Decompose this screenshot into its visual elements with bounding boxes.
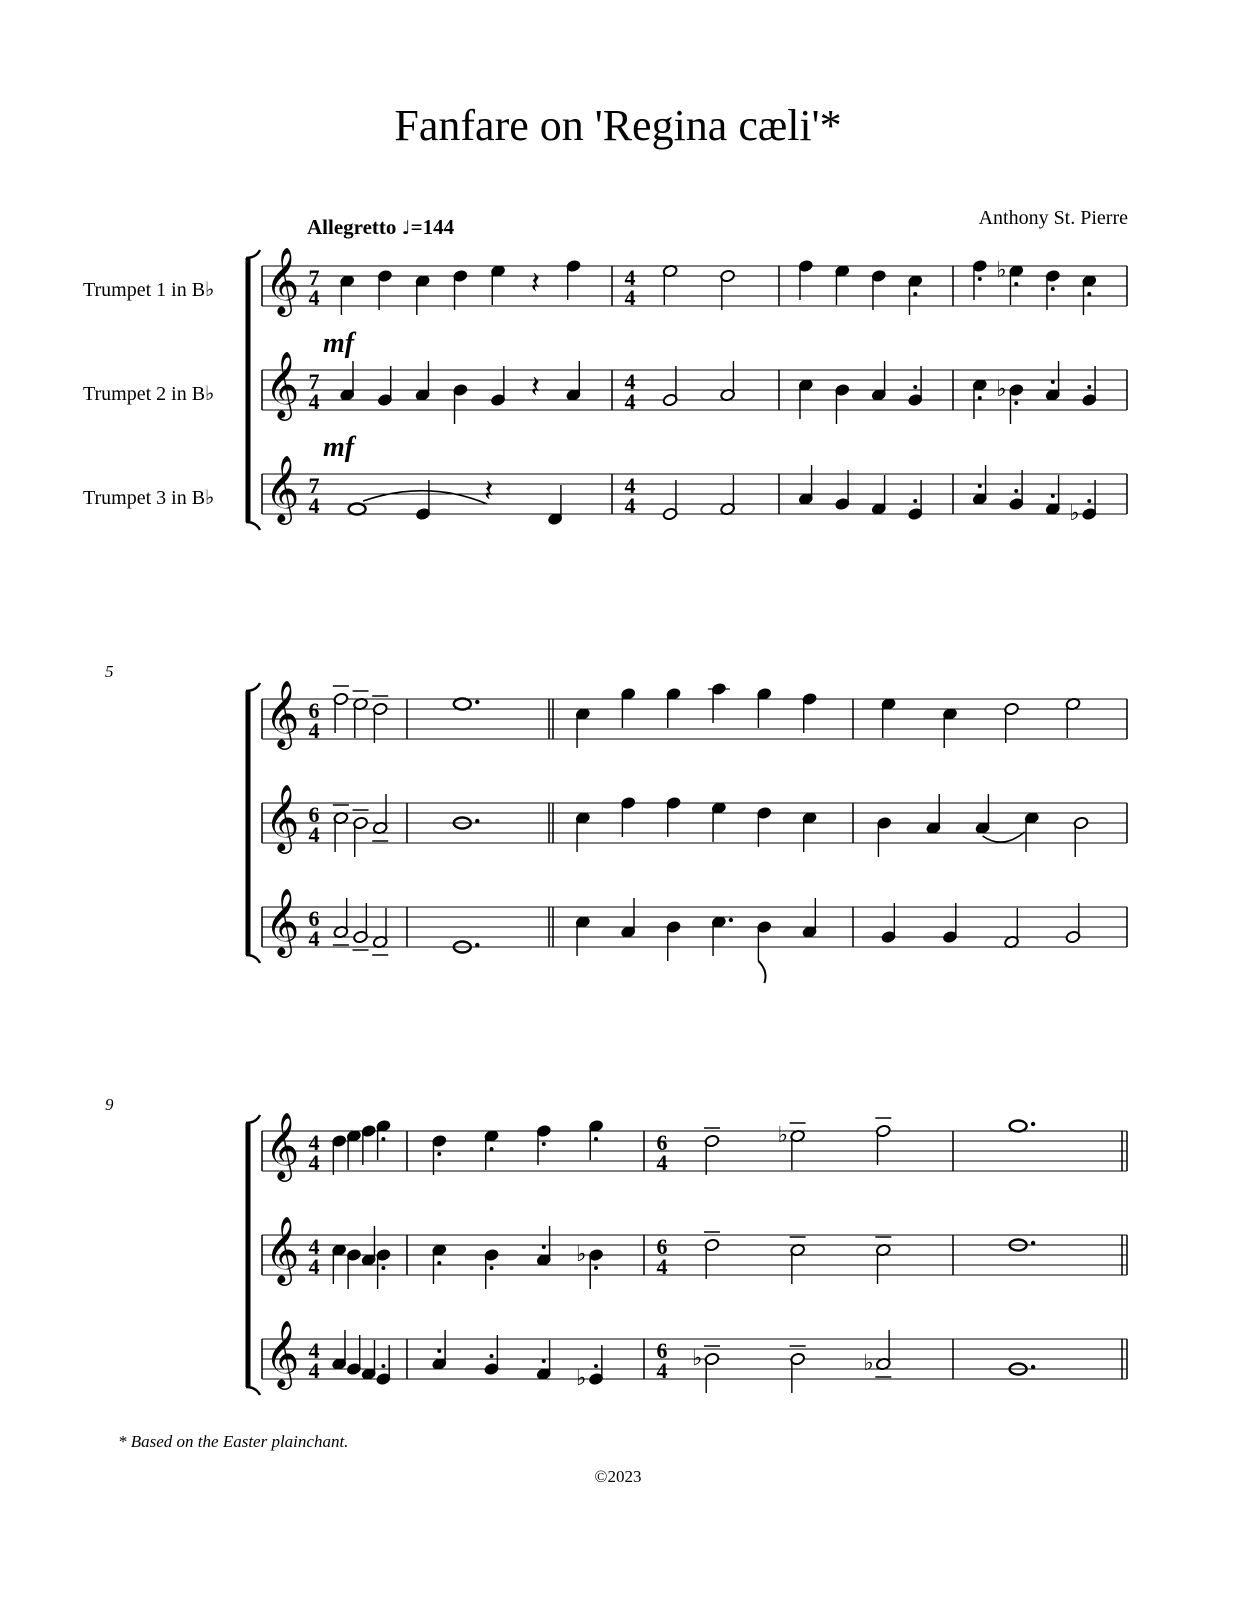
time-signature xyxy=(309,265,320,310)
note xyxy=(484,1129,499,1170)
note xyxy=(662,366,677,407)
note xyxy=(871,475,886,516)
time-signature xyxy=(309,1130,320,1175)
note xyxy=(575,915,590,956)
time-signature-numerator: 6 xyxy=(656,1338,668,1363)
time-signature-numerator: 6 xyxy=(656,1234,668,1259)
time-signature xyxy=(657,1234,668,1279)
footnote: * Based on the Easter plainchant. xyxy=(118,1432,349,1451)
staccato-mark xyxy=(594,1137,598,1141)
time-signature-denominator: 4 xyxy=(656,1358,668,1383)
note xyxy=(863,1330,891,1377)
bracket-hook xyxy=(246,683,260,691)
note xyxy=(620,687,635,728)
notehead-whole xyxy=(1010,1121,1027,1132)
staccato-mark xyxy=(490,1147,494,1151)
composer-name: Anthony St. Pierre xyxy=(978,207,1128,229)
note xyxy=(453,383,468,424)
note xyxy=(339,361,354,402)
quarter-rest: 𝄽 xyxy=(530,371,540,404)
note xyxy=(1045,361,1060,402)
augmentation-dot xyxy=(1031,1122,1035,1126)
note xyxy=(1073,816,1088,857)
note xyxy=(798,378,813,419)
note xyxy=(942,903,957,944)
time-signature-denominator: 4 xyxy=(308,1254,320,1279)
note xyxy=(372,908,388,955)
flat-accidental: ♭ xyxy=(996,257,1007,282)
treble-clef: 𝄞 xyxy=(265,1217,300,1282)
note xyxy=(361,1340,376,1381)
note xyxy=(415,480,430,521)
flat-accidental: ♭ xyxy=(863,1350,874,1375)
note xyxy=(566,259,581,300)
bracket-hook xyxy=(246,1115,260,1123)
time-signature-denominator: 4 xyxy=(308,926,320,951)
note xyxy=(432,1243,447,1284)
note xyxy=(662,480,677,521)
staccato-mark xyxy=(542,1142,546,1146)
time-signature xyxy=(309,369,320,414)
staccato-mark xyxy=(437,1152,441,1156)
staccato-mark xyxy=(381,1364,385,1368)
staccato-mark xyxy=(913,385,917,389)
note xyxy=(620,796,635,837)
time-signature xyxy=(625,369,636,414)
time-signature xyxy=(625,473,636,518)
note xyxy=(547,485,562,526)
time-signature xyxy=(625,265,636,310)
note xyxy=(711,915,733,956)
note xyxy=(875,1237,891,1284)
flat-accidental: ♭ xyxy=(576,1241,587,1266)
time-signature-denominator: 4 xyxy=(624,493,636,518)
staccato-mark xyxy=(913,499,917,503)
treble-clef: 𝄞 xyxy=(265,352,300,417)
staccato-mark xyxy=(1087,385,1091,389)
time-signature xyxy=(657,1130,668,1175)
note xyxy=(778,1122,806,1170)
note xyxy=(1045,269,1060,310)
treble-clef: 𝄞 xyxy=(265,785,300,850)
tie xyxy=(363,491,487,504)
quarter-rest: 𝄽 xyxy=(530,267,540,300)
time-signature xyxy=(309,473,320,518)
note xyxy=(908,274,923,315)
note xyxy=(484,1335,499,1376)
time-signature-denominator: 4 xyxy=(656,1254,668,1279)
note xyxy=(1004,908,1019,949)
time-signature-denominator: 4 xyxy=(308,493,320,518)
staccato-mark xyxy=(1087,292,1091,296)
instrument-label-trumpet-3: Trumpet 3 in B♭ xyxy=(83,487,215,509)
augmentation-dot xyxy=(475,943,479,947)
time-signature-denominator: 4 xyxy=(656,1150,668,1175)
note xyxy=(1045,475,1060,516)
flat-accidental: ♭ xyxy=(996,376,1007,401)
staccato-mark xyxy=(978,277,982,281)
note xyxy=(835,264,850,305)
time-signature-denominator: 4 xyxy=(308,822,320,847)
note xyxy=(566,361,581,402)
measure-number-5: 5 xyxy=(105,662,114,681)
note xyxy=(333,805,349,852)
note xyxy=(346,1248,361,1289)
note xyxy=(536,1124,551,1165)
note xyxy=(376,1248,391,1289)
note xyxy=(353,691,369,738)
staccato-mark xyxy=(1014,282,1018,286)
note xyxy=(798,259,813,300)
time-signature-denominator: 4 xyxy=(308,718,320,743)
augmentation-dot xyxy=(1031,1365,1035,1369)
augmentation-dot xyxy=(729,918,733,922)
flat-accidental: ♭ xyxy=(576,1365,587,1390)
note xyxy=(972,465,987,506)
note xyxy=(871,269,886,310)
note xyxy=(798,465,813,506)
note xyxy=(1009,470,1024,511)
staccato-mark xyxy=(381,1266,385,1270)
note xyxy=(975,794,1025,842)
staccato-mark xyxy=(978,396,982,400)
note xyxy=(454,699,480,710)
time-signature xyxy=(309,906,320,951)
note xyxy=(372,794,388,841)
note xyxy=(666,687,681,728)
tempo-bpm: =144 xyxy=(410,215,455,239)
note xyxy=(415,274,430,315)
augmentation-dot xyxy=(475,700,479,704)
note xyxy=(331,1243,346,1284)
dynamic-trumpet-2: mf xyxy=(323,328,355,359)
staccato-mark xyxy=(490,1266,494,1270)
staccato-mark xyxy=(381,1137,385,1141)
note xyxy=(881,903,896,944)
staccato-mark xyxy=(437,1349,441,1353)
note xyxy=(666,796,681,837)
staccato-mark xyxy=(542,1245,546,1249)
note xyxy=(377,269,392,310)
staccato-mark xyxy=(594,1364,598,1368)
note xyxy=(588,1119,603,1160)
time-signature-numerator: 4 xyxy=(308,1234,320,1259)
note xyxy=(756,920,771,983)
note xyxy=(575,707,590,748)
note xyxy=(361,1226,376,1267)
note xyxy=(331,1330,346,1371)
time-signature-numerator: 4 xyxy=(624,369,636,394)
note xyxy=(756,806,771,847)
note xyxy=(1010,1121,1036,1132)
note xyxy=(908,480,923,521)
time-signature-numerator: 7 xyxy=(308,369,320,394)
notehead-whole xyxy=(454,699,471,710)
note xyxy=(346,1335,361,1376)
bracket-hook xyxy=(246,250,260,258)
note xyxy=(1004,702,1019,743)
time-signature-numerator: 4 xyxy=(624,265,636,290)
staccato-mark xyxy=(1051,494,1055,498)
note xyxy=(490,366,505,407)
note xyxy=(996,257,1024,305)
staccato-mark xyxy=(978,484,982,488)
measure-number-9: 9 xyxy=(105,1095,114,1114)
time-signature-numerator: 7 xyxy=(308,265,320,290)
note xyxy=(881,697,896,738)
flat-accidental: ♭ xyxy=(691,1345,703,1370)
note xyxy=(536,1340,551,1381)
staccato-mark xyxy=(913,292,917,296)
staccato-mark xyxy=(490,1354,494,1358)
staccato-mark xyxy=(1014,489,1018,493)
time-signature-denominator: 4 xyxy=(308,285,320,310)
note xyxy=(1024,811,1039,852)
note xyxy=(666,920,681,961)
time-signature-denominator: 4 xyxy=(624,285,636,310)
time-signature-denominator: 4 xyxy=(624,389,636,414)
augmentation-dot xyxy=(1031,1241,1035,1245)
time-signature xyxy=(309,802,320,847)
note xyxy=(720,269,735,310)
quarter-rest: 𝄽 xyxy=(484,475,494,508)
treble-clef: 𝄞 xyxy=(265,248,300,313)
note xyxy=(575,811,590,852)
quarter-note-icon: ♩ xyxy=(401,217,411,239)
tempo-text: Allegretto xyxy=(307,215,397,239)
note xyxy=(711,682,726,723)
time-signature-numerator: 6 xyxy=(308,802,320,827)
time-signature xyxy=(657,1338,668,1383)
time-signature xyxy=(309,1338,320,1383)
note xyxy=(942,707,957,748)
note xyxy=(802,692,817,733)
time-signature-numerator: 6 xyxy=(308,698,320,723)
note xyxy=(790,1237,806,1284)
time-signature-denominator: 4 xyxy=(308,389,320,414)
time-signature-numerator: 4 xyxy=(308,1130,320,1155)
instrument-label-trumpet-2: Trumpet 2 in B♭ xyxy=(83,383,215,405)
note xyxy=(756,687,771,728)
note xyxy=(620,898,635,939)
augmentation-dot xyxy=(475,819,479,823)
page-title: Fanfare on 'Regina cæli'* xyxy=(394,101,842,150)
copyright: ©2023 xyxy=(594,1467,642,1486)
note xyxy=(835,470,850,511)
staccato-mark xyxy=(437,1261,441,1265)
time-signature-denominator: 4 xyxy=(308,1150,320,1175)
treble-clef: 𝄞 xyxy=(265,1321,300,1386)
note xyxy=(926,794,941,835)
instrument-label-trumpet-1: Trumpet 1 in B♭ xyxy=(83,279,215,301)
staccato-mark xyxy=(1051,287,1055,291)
bracket-hook xyxy=(246,1387,260,1395)
note xyxy=(333,898,349,945)
time-signature-denominator: 4 xyxy=(308,1358,320,1383)
note xyxy=(339,274,354,315)
note xyxy=(871,361,886,402)
note xyxy=(376,1119,391,1160)
dynamic-trumpet-3: mf xyxy=(323,432,355,463)
note xyxy=(331,1134,346,1175)
treble-clef: 𝄞 xyxy=(265,681,300,746)
note xyxy=(1082,366,1097,407)
time-signature-numerator: 6 xyxy=(656,1130,668,1155)
note xyxy=(453,269,468,310)
note xyxy=(972,259,987,300)
note xyxy=(802,811,817,852)
bracket-hook xyxy=(246,522,260,530)
note xyxy=(802,898,817,939)
flat-accidental: ♭ xyxy=(1069,500,1080,525)
note xyxy=(432,1330,447,1371)
bracket-hook xyxy=(246,955,260,963)
note xyxy=(490,264,505,305)
note xyxy=(376,1345,391,1386)
note xyxy=(1082,274,1097,315)
note xyxy=(1065,903,1080,944)
staccato-mark xyxy=(594,1266,598,1270)
notehead-whole xyxy=(349,504,366,515)
note xyxy=(346,1129,361,1170)
note xyxy=(662,264,677,305)
time-signature-numerator: 7 xyxy=(308,473,320,498)
note xyxy=(484,1248,499,1289)
note xyxy=(536,1226,551,1267)
note xyxy=(1065,697,1080,738)
time-signature-numerator: 4 xyxy=(624,473,636,498)
time-signature xyxy=(309,698,320,743)
staccato-mark xyxy=(1014,401,1018,405)
note-flag xyxy=(758,961,765,983)
note xyxy=(377,366,392,407)
note xyxy=(835,383,850,424)
note xyxy=(720,361,735,402)
note xyxy=(361,1124,376,1165)
flat-accidental: ♭ xyxy=(777,1122,789,1147)
notation-layer xyxy=(246,248,1127,1395)
note xyxy=(432,1134,447,1175)
note xyxy=(415,361,430,402)
note xyxy=(711,801,726,842)
time-signature-numerator: 4 xyxy=(308,1338,320,1363)
note xyxy=(876,816,891,857)
note xyxy=(908,366,923,407)
staccato-mark xyxy=(542,1359,546,1363)
treble-clef: 𝄞 xyxy=(265,1113,300,1178)
staccato-mark xyxy=(1051,380,1055,384)
note xyxy=(1069,480,1097,525)
staccato-mark xyxy=(1087,499,1091,503)
note xyxy=(720,475,735,516)
treble-clef: 𝄞 xyxy=(265,889,300,954)
time-signature xyxy=(309,1234,320,1279)
treble-clef: 𝄞 xyxy=(265,456,300,521)
note xyxy=(576,1345,604,1390)
time-signature-numerator: 6 xyxy=(308,906,320,931)
note xyxy=(972,378,987,419)
